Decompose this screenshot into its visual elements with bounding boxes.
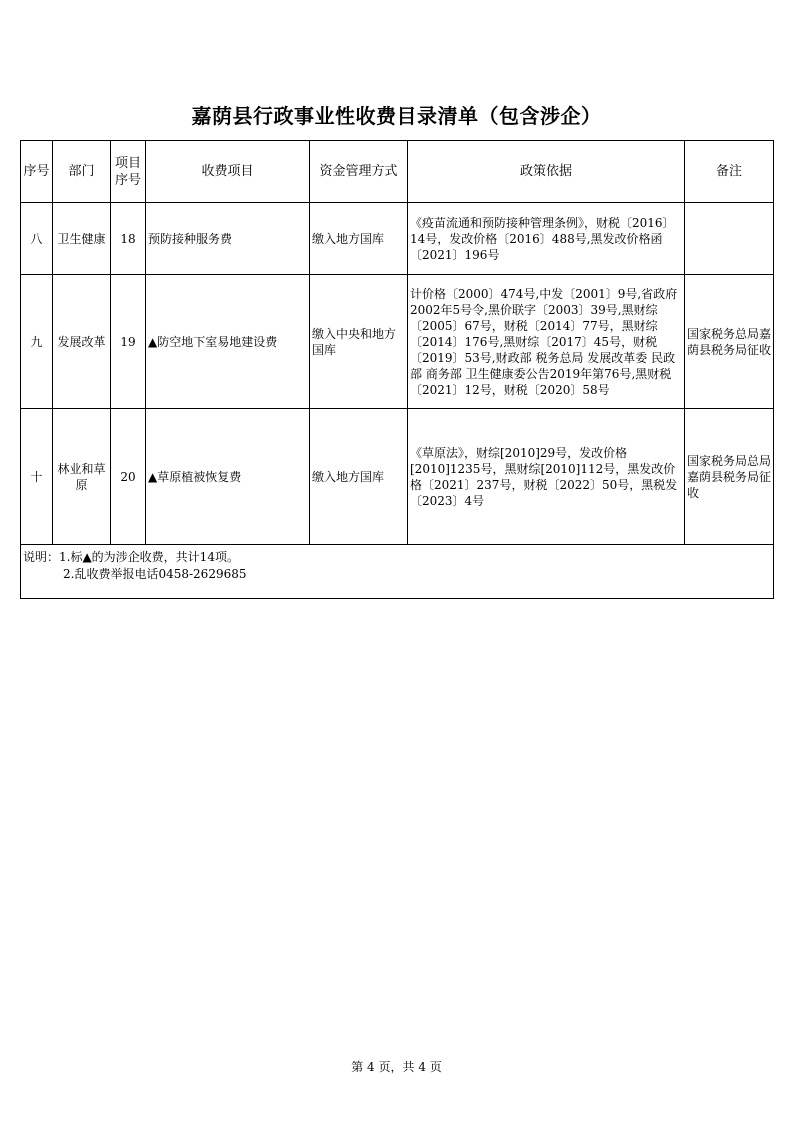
cell-seq: 九 [21, 275, 53, 409]
cell-fee-item: ▲草原植被恢复费 [146, 409, 310, 545]
note-row [21, 545, 774, 599]
table-row [21, 203, 774, 275]
page-title: 嘉荫县行政事业性收费目录清单（包含涉企） [191, 104, 602, 128]
cell-item-seq: 20 [111, 409, 146, 545]
cell-remark: 国家税务局总局嘉荫县税务局征收 [685, 409, 774, 545]
cell-policy: 《疫苗流通和预防接种管理条例》，财税〔2016〕14号，发改价格〔2016〕488号,黑发改价格函〔2021〕196号 [408, 203, 685, 275]
note-cell [21, 545, 774, 599]
note-line-2: 2.乱收费举报电话0458-2629685 [63, 567, 247, 581]
header-fund-mgmt: 资金管理方式 [310, 141, 408, 203]
note-line-1: 说明：1.标▲的为涉企收费，共计14项。 [23, 550, 239, 564]
page-footer: 第 4 页，共 4 页 [351, 1060, 442, 1074]
cell-fund-mgmt: 缴入地方国库 [310, 203, 408, 275]
cell-dept: 林业和草原 [53, 409, 111, 545]
cell-seq: 十 [21, 409, 53, 545]
cell-remark [685, 203, 774, 275]
cell-remark: 国家税务总局嘉荫县税务局征收 [685, 275, 774, 409]
cell-dept: 发展改革 [53, 275, 111, 409]
cell-dept: 卫生健康 [53, 203, 111, 275]
header-dept: 部门 [53, 141, 111, 203]
cell-fee-item: ▲防空地下室易地建设费 [146, 275, 310, 409]
cell-item-seq: 18 [111, 203, 146, 275]
table-row [21, 275, 774, 409]
cell-fund-mgmt: 缴入中央和地方国库 [310, 275, 408, 409]
table-row [21, 409, 774, 545]
header-remark: 备注 [685, 141, 774, 203]
cell-policy: 《草原法》，财综[2010]29号，发改价格[2010]1235号，黑财综[2010]112号，黑发改价格〔2021〕237号，财税〔2022〕50号，黑税发〔2023〕4号 [408, 409, 685, 545]
cell-policy: 计价格〔2000〕474号,中发〔2001〕9号,省政府2002年5号令,黑价联字〔2003〕39号,黑财综〔2005〕67号，财税〔2014〕77号，黑财综〔2014〕176号,黑财综〔2017〕45号，财税〔2019〕53号,财政部 税务总局 发展改革委 民政部 商务部 卫生健康委公告2019年第76号,黑财税〔2021〕12号，财税〔2020〕58号 [408, 275, 685, 409]
cell-seq: 八 [21, 203, 53, 275]
cell-fund-mgmt: 缴入地方国库 [310, 409, 408, 545]
table-header-row [21, 141, 774, 203]
cell-fee-item: 预防接种服务费 [146, 203, 310, 275]
fee-table [20, 140, 774, 599]
header-policy: 政策依据 [408, 141, 685, 203]
header-item-seq: 项目序号 [111, 141, 146, 203]
header-seq: 序号 [21, 141, 53, 203]
header-fee-item: 收费项目 [146, 141, 310, 203]
cell-item-seq: 19 [111, 275, 146, 409]
